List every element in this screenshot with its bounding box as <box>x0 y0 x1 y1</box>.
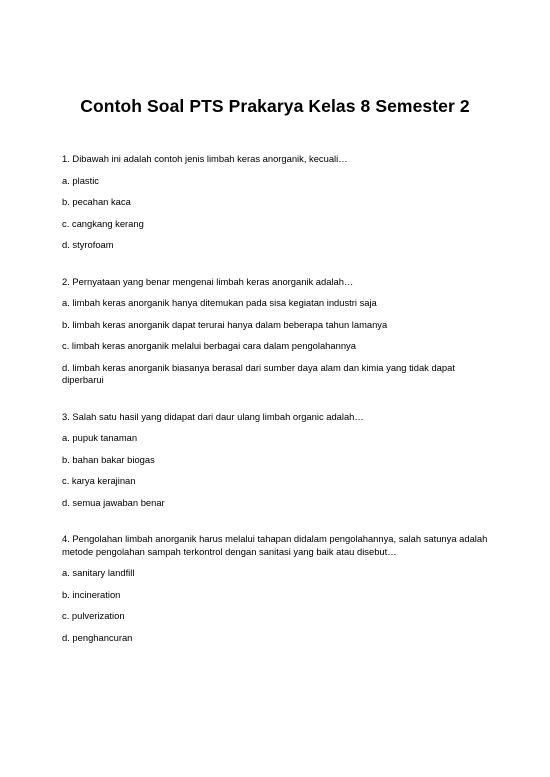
option-c: c. pulverization <box>62 610 125 621</box>
option-d: d. semua jawaban benar <box>62 496 165 508</box>
option-d: d. penghancuran <box>62 631 133 643</box>
question-1 <box>62 153 488 252</box>
option-b: b. limbah keras anorganik dapat terurai hanya dalam beberapa tahun lamanya <box>62 318 388 330</box>
question-3 <box>62 411 488 510</box>
option-c: c. limbah keras anorganik melalui berbagai cara dalam pengolahannya <box>62 340 356 351</box>
option-b: b. pecahan kaca <box>62 196 131 207</box>
page-title: Contoh Soal PTS Prakarya Kelas 8 Semester 2 <box>80 96 470 116</box>
option-a: a. pupuk tanaman <box>62 432 138 443</box>
question-2 <box>62 276 488 387</box>
option-b: b. bahan bakar biogas <box>62 453 155 465</box>
option-c: c. karya kerajinan <box>62 475 136 486</box>
question-text: 3. Salah satu hasil yang didapat dari daur ulang limbah organic adalah… <box>62 410 364 422</box>
option-c: c. cangkang kerang <box>62 217 144 229</box>
question-4 <box>62 533 488 644</box>
option-d: d. styrofoam <box>62 239 114 250</box>
option-a: a. sanitary landfill <box>62 567 135 578</box>
question-text: 2. Pernyataan yang benar mengenai limbah keras anorganik adalah… <box>62 275 354 287</box>
option-a: a. plastic <box>62 174 99 186</box>
option-d: d. limbah keras anorganik biasanya berasal dari sumber daya alam dan kimia yang tidak dapat diperbarui <box>62 361 455 385</box>
option-a: a. limbah keras anorganik hanya ditemukan pada sisa kegiatan industri saja <box>62 297 377 308</box>
option-b: b. incineration <box>62 588 121 600</box>
question-text: 1. Dibawah ini adalah contoh jenis limbah keras anorganik, kecuali… <box>62 153 348 164</box>
question-text: 4. Pengolahan limbah anorganik harus melalui tahapan didalam pengolahannya, salah satunya adalah metode pengolahan sampah terkontrol dengan sanitasi yang baik atau disebut… <box>62 533 488 557</box>
